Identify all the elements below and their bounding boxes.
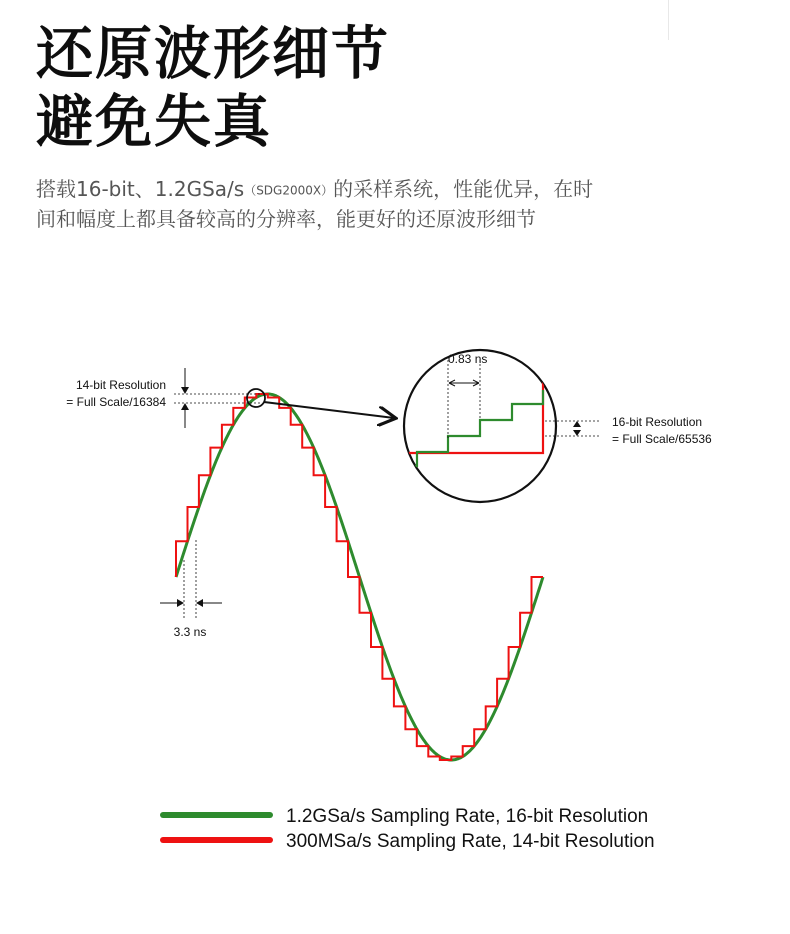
legend <box>163 806 655 852</box>
legend-label-red: 300MSa/s Sampling Rate, 14-bit Resolution <box>286 831 655 852</box>
label-time-fine: 0.83 ns <box>448 352 488 366</box>
label-16bit-line1: 16-bit Resolution <box>612 415 703 429</box>
page-title-line2: 避免失真 <box>36 89 272 155</box>
description-model: （SDG2000X） <box>244 183 334 198</box>
zoom-inset <box>400 340 556 502</box>
legend-label-green: 1.2GSa/s Sampling Rate, 16-bit Resolution <box>286 806 649 827</box>
marker-16bit <box>545 415 712 446</box>
zoom-arrow <box>264 402 394 418</box>
page-title-line1: 还原波形细节 <box>36 21 390 87</box>
description-post: 的采样系统，性能优异，在时 <box>333 177 594 201</box>
label-time-coarse: 3.3 ns <box>173 625 207 639</box>
marker-3-3ns <box>160 540 222 639</box>
label-16bit-line2: = Full Scale/65536 <box>612 432 712 446</box>
label-14bit-line1: 14-bit Resolution <box>75 378 166 392</box>
label-14bit-line2: = Full Scale/16384 <box>66 395 166 409</box>
description-pre: 搭载16-bit、1.2GSa/s <box>36 177 245 201</box>
description-line2: 间和幅度上都具备较高的分辨率，能更好的还原波形细节 <box>36 207 536 231</box>
